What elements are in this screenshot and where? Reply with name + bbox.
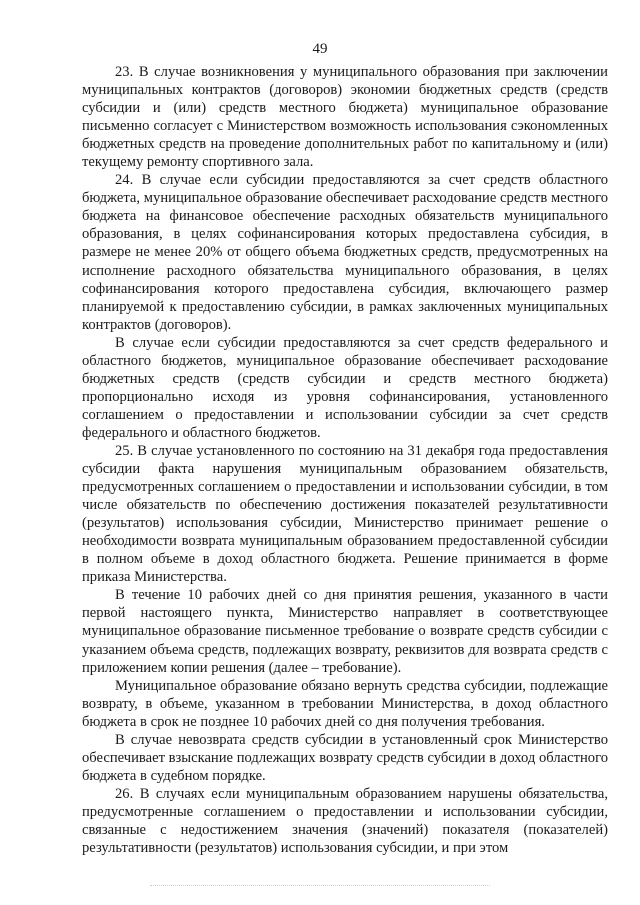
paragraph-25: 25. В случае установленного по состоянию на 31 декабря года предоставления субсидии факта нарушения муниципальным образованием обязательств, предусмотренных соглашением о предоставлении и использовании субсидии, в том числе обязательств по обеспечению достижения показателей результативности (результатов) использования субсидии, Министерство принимает решение о необходимости возврата муниципальным образованием предоставленной субсидии в полном объеме в доход областного бюджета. Решение принимается в форме приказа Министерства. bbox=[82, 442, 608, 586]
paragraph-25-enforcement: В случае невозврата средств субсидии в установленный срок Министерство обеспечивает взыскание подлежащих возврату средств субсидии в доход областного бюджета в судебном порядке. bbox=[82, 731, 608, 784]
paragraph-24: 24. В случае если субсидии предоставляются за счет средств областного бюджета, муниципальное образование обеспечивает расходование средств местного бюджета на финансовое обеспечение расходных обязательств муниципального образования, в целях софинансирования которых предоставлена субсидия, в размере не менее 20% от общего объема бюджетных средств, предусмотренных на исполнение расходного обязательства муниципального образования, в целях софинансирования которого предоставлена субсидия, включающего размер планируемой к предоставлению субсидии, в рамках заключенных муниципальных контрактов (договоров). bbox=[82, 172, 608, 333]
document-body bbox=[82, 63, 608, 857]
scan-artifact-line bbox=[150, 885, 490, 887]
paragraph-23: 23. В случае возникновения у муниципального образования при заключении муниципальных контрактов (договоров) экономии бюджетных средств (средств субсидии и (или) средств местного бюджета) муниципальное образование письменно согласует с Министерством возможность использования сэкономленных бюджетных средств на проведение дополнительных работ по капитальному и (или) текущему ремонту спортивного зала. bbox=[82, 64, 608, 171]
paragraph-24-federal: В случае если субсидии предоставляются за счет средств федерального и областного бюджетов, муниципальное образование обеспечивает расходование бюджетных средств (средств субсидии и средств местного бюджета) пропорционально исходя из уровня софинансирования, установленного соглашением о предоставлении и использовании субсидии за счет средств федерального и областного бюджетов. bbox=[82, 334, 608, 441]
paragraph-26: 26. В случаях если муниципальным образованием нарушены обязательства, предусмотренные соглашением о предоставлении и использовании субсидии, связанные с недостижением значения (значений) показателя (показателей) результативности (результатов) использования субсидии, и при этом bbox=[82, 785, 608, 857]
paragraph-25-requirement: В течение 10 рабочих дней со дня принятия решения, указанного в части первой настоящего пункта, Министерство направляет в соответствующее муниципальное образование письменное требование о возврате средств субсидии с указанием объема средств, подлежащих возврату, реквизитов для возврата средств с приложением копии решения (далее – требование). bbox=[82, 587, 608, 676]
page-number: 49 bbox=[312, 41, 328, 57]
paragraph-25-return: Муниципальное образование обязано вернуть средства субсидии, подлежащие возврату, в объеме, указанном в требовании Министерства, в доход областного бюджета в срок не позднее 10 рабочих дней со дня получения требования. bbox=[82, 677, 608, 730]
